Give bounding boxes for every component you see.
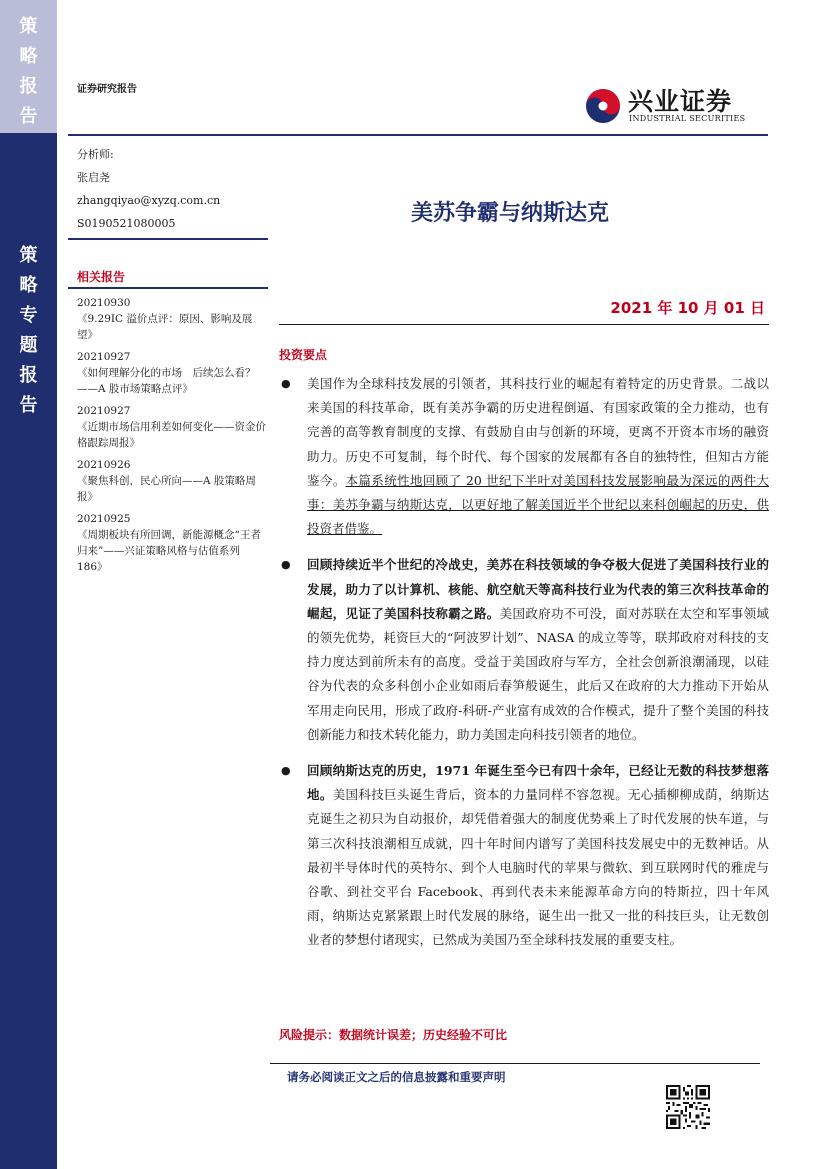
sidebar-char: 略 xyxy=(19,46,38,67)
related-report-item[interactable] xyxy=(77,511,267,575)
analyst-label: 分析师: xyxy=(77,148,114,161)
analyst-name: 张启尧 xyxy=(77,171,110,184)
related-report-title: 《9.29IC 溢价点评：原因、影响及展望》 xyxy=(77,313,253,341)
paragraph-bold-lead: 回顾纳斯达克的历史，1971 年诞生至今已有四十余年，已经让无数的科技梦想落地。 xyxy=(307,763,769,803)
related-report-title: 《聚焦科创，民心所向——A 股策略周报》 xyxy=(77,475,256,503)
sidebar-bottom-band xyxy=(0,133,57,1169)
sidebar-char: 报 xyxy=(19,365,38,386)
related-report-date: 20210925 xyxy=(77,513,131,525)
related-report-title: 《周期板块有所回调，新能源概念“王者归来”——兴证策略风格与估值系列 186》 xyxy=(77,529,261,573)
sidebar-bottom-label xyxy=(0,241,57,421)
related-report-item[interactable] xyxy=(77,403,267,451)
related-report-date: 20210930 xyxy=(77,297,131,309)
document-type-label: 证券研究报告 xyxy=(77,84,137,95)
sidebar-char: 策 xyxy=(19,245,38,266)
risk-warning: 风险提示：数据统计误差；历史经验不可比 xyxy=(279,1028,508,1042)
logo-english-name: INDUSTRIAL SECURITIES xyxy=(629,114,746,123)
bullet-icon: ● xyxy=(281,558,291,572)
analyst-license: S0190521080005 xyxy=(77,217,176,230)
paragraph-text: 美国科技巨头诞生背后，资本的力量同样不容忽视。无心插柳柳成荫，纳斯达克诞生之初只为自动报价，却凭借着强大的制度优势乘上了时代发展的快车道，与第三次科技浪潮相互成就，四十年时间内谱写了美国科技发展史中的无数神话。从最初半导体时代的英特尔、到个人电脑时代的苹果与微软、到互联网时代的雅虎与谷歌、到社交平台 Facebook、再到代表未来能源革命方向的特斯拉，四十年风雨，纳斯达克紧紧跟上时代发展的脉络，诞生出一批又一批的科技巨头，让无数创业者的梦想付诸现实，已然成为美国乃至全球科技发展的重要支柱。 xyxy=(307,787,769,948)
paragraph-underlined-text: 本篇系统性地回顾了 20 世纪下半叶对美国科技发展影响最为深远的两件大事：美苏争霸与纳斯达克，以更好地了解美国近半个世纪以来科创崛起的历史，供投资者借鉴。 xyxy=(307,472,769,537)
sidebar-char: 告 xyxy=(19,106,38,127)
sidebar-char: 专 xyxy=(19,305,38,326)
analyst-email: zhangqiyao@xyzq.com.cn xyxy=(77,194,221,207)
paragraph-text: 美国政府功不可没，面对苏联在太空和军事领域的领先优势，耗资巨大的“阿波罗计划”、NASA 的成立等等，联邦政府对科技的支持力度达到前所未有的高度。受益于美国政府与军方，全社会创新浪潮涌现，以硅谷为代表的众多科创小企业如雨后春笋般诞生，此后又在政府的大力推动下开始从军用走向民用，形成了政府-科研-产业富有成效的合作模式，提升了整个美国的科技创新能力和技术转化能力，助力美国走向科技引领者的地位。 xyxy=(307,605,769,742)
date-divider xyxy=(279,324,769,325)
related-divider xyxy=(68,287,268,289)
paragraph-bold-lead: 回顾持续近半个世纪的冷战史，美苏在科技领域的争夺极大促进了美国科技行业的发展，助力了以计算机、核能、航空航天等高科技行业为代表的第三次科技革命的崛起，见证了美国科技称霸之路。 xyxy=(307,557,769,621)
sidebar-char: 题 xyxy=(19,335,38,356)
paragraph-text: 美国作为全球科技发展的引领者，其科技行业的崛起有着特定的历史背景。二战以来美国的科技革命，既有美苏争霸的历史进程倒逼、有国家政策的全力推动，也有完善的高等教育制度的支撑、有鼓励自由与创新的环境，更离不开资本市场的融资助力。历史不可复制，每个时代、每个国家的发展都有各自的独特性，但知古方能鉴今。 xyxy=(307,376,769,488)
related-report-item[interactable] xyxy=(77,349,267,397)
analyst-info xyxy=(77,143,220,235)
related-report-item[interactable] xyxy=(77,457,267,505)
sidebar-char: 告 xyxy=(19,395,38,416)
main-body xyxy=(279,372,769,965)
investment-highlights-heading: 投资要点 xyxy=(279,348,328,362)
sidebar-char: 报 xyxy=(19,76,38,97)
highlight-paragraph-2 xyxy=(279,553,769,747)
related-report-title: 《如何理解分化的市场 后续怎么看？——A 股市场策略点评》 xyxy=(77,367,256,395)
sidebar-top-band xyxy=(0,0,57,133)
sidebar-char: 策 xyxy=(19,16,38,37)
bullet-icon: ● xyxy=(281,764,291,778)
related-report-date: 20210927 xyxy=(77,351,131,363)
related-reports-heading: 相关报告 xyxy=(77,270,126,284)
logo-chinese-name: 兴业证券 xyxy=(628,87,733,116)
company-logo xyxy=(583,86,758,130)
logo-swirl-icon xyxy=(583,86,623,126)
related-report-item[interactable] xyxy=(77,295,267,343)
disclosure-notice[interactable]: 请务必阅读正文之后的信息披露和重要声明 xyxy=(287,1070,506,1084)
related-report-title: 《近期市场信用利差如何变化——资金价格跟踪周报》 xyxy=(77,421,266,449)
sidebar-char: 略 xyxy=(19,275,38,296)
related-report-date: 20210926 xyxy=(77,459,131,471)
footer-divider xyxy=(270,1063,760,1064)
highlight-paragraph-3 xyxy=(279,759,769,953)
related-report-date: 20210927 xyxy=(77,405,131,417)
sidebar-top-label xyxy=(0,12,57,132)
report-date: 2021 年 10 月 01 日 xyxy=(610,299,765,317)
related-reports-list xyxy=(77,295,267,581)
header-divider xyxy=(68,134,768,136)
highlight-paragraph-1 xyxy=(279,372,769,541)
bullet-icon: ● xyxy=(281,377,291,390)
analyst-divider xyxy=(68,238,268,240)
report-title: 美苏争霸与纳斯达克 xyxy=(410,200,609,226)
qr-code-icon xyxy=(666,1085,710,1129)
